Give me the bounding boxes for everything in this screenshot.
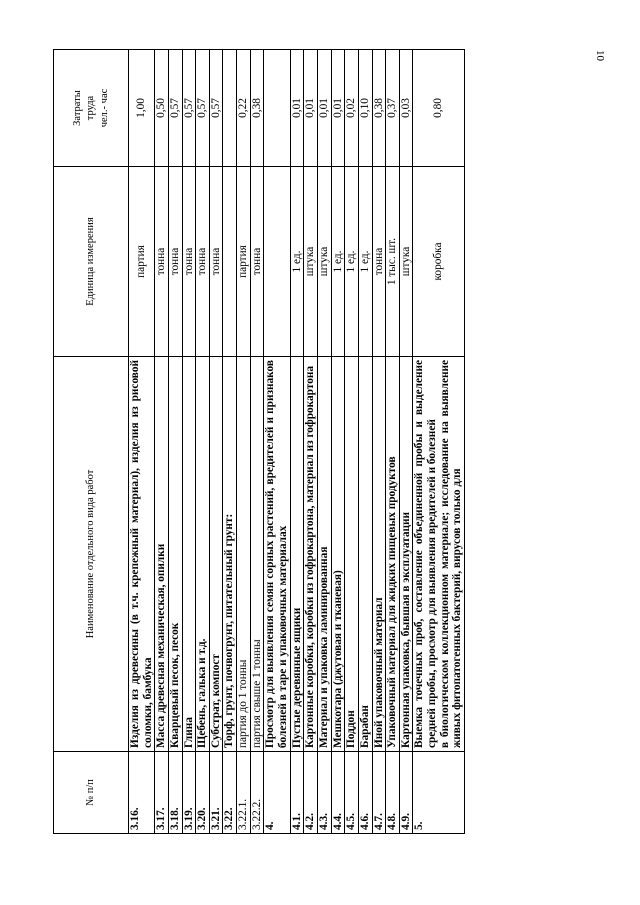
header-unit: Единица измерения	[54, 167, 129, 357]
row-cost: 0,22	[237, 50, 251, 167]
row-num: 4.5.	[345, 752, 359, 834]
row-num: 3.20.	[196, 752, 210, 834]
row-unit: штука	[317, 167, 331, 357]
row-unit: тонна	[209, 167, 223, 357]
row-name: Торф, грунт, почвогрунт, питательный грунт:	[223, 357, 237, 752]
table-row	[290, 50, 304, 834]
row-cost: 0,01	[304, 50, 318, 167]
row-num: 3.17.	[155, 752, 169, 834]
header-cost-line1: Затраты	[72, 90, 84, 126]
row-name: Выемка точечных проб, составление объединенной пробы и выделение средней пробы, просмотр для выявления вредителей и болезней	[413, 357, 439, 752]
table-row	[129, 50, 155, 834]
row-name: партия до 1 тонны	[237, 357, 251, 752]
table-row	[386, 50, 400, 834]
row-name: Щебень, галька и т.д.	[196, 357, 210, 752]
row-name: Барабан	[358, 357, 372, 752]
row-num: 4.9.	[399, 752, 413, 834]
table-row	[196, 50, 210, 834]
row-num: 3.22.2.	[250, 752, 264, 834]
table-row	[209, 50, 223, 834]
row-num: 4.8.	[386, 752, 400, 834]
row-cost: 0,57	[209, 50, 223, 167]
header-cost-line3: чел.- час	[98, 88, 110, 128]
row-name: Картонные коробки, коробки из гофрокартона, материал из гофрокартона	[304, 357, 318, 752]
row-name: Иной упаковочный материал	[372, 357, 386, 752]
row-cost	[264, 50, 290, 167]
row-cost: 0,01	[290, 50, 304, 167]
row-unit: тонна	[155, 167, 169, 357]
row-num: 3.18.	[168, 752, 182, 834]
table-row	[237, 50, 251, 834]
row-name: Просмотр для выявления семян сорных растений, вредителей и признаков болезней в таре и упаковочных материалах	[264, 357, 290, 752]
row-num: 4.	[264, 752, 290, 834]
row-num: 4.7.	[372, 752, 386, 834]
row-name: Пустые деревянные ящики	[290, 357, 304, 752]
row-unit: партия	[237, 167, 251, 357]
row-num: 4.4.	[331, 752, 345, 834]
table-row	[264, 50, 290, 834]
row-name: Изделия из древесины (в т.ч. крепежный материал), изделия из рисовой соломки, бамбука	[129, 357, 155, 752]
row-cost: 0,37	[386, 50, 400, 167]
row-cost: 0,38	[250, 50, 264, 167]
row-num: 4.3.	[317, 752, 331, 834]
row-cost: 0,57	[182, 50, 196, 167]
table-row	[345, 50, 359, 834]
row-name: Глина	[182, 357, 196, 752]
row-num: 3.19.	[182, 752, 196, 834]
row-unit: партия	[129, 167, 155, 357]
table-header-row	[54, 50, 129, 834]
row-cost: 0,02	[345, 50, 359, 167]
row-unit: 1 ед.	[331, 167, 345, 357]
table-row	[413, 50, 439, 834]
row-unit: 1 ед.	[345, 167, 359, 357]
row-num: 4.2.	[304, 752, 318, 834]
table-row	[372, 50, 386, 834]
row-cost: 0,10	[358, 50, 372, 167]
page-number: 10	[594, 50, 606, 61]
row-unit: тонна	[182, 167, 196, 357]
row-cost: 0,38	[372, 50, 386, 167]
row-unit: 1 ед.	[358, 167, 372, 357]
table-row	[182, 50, 196, 834]
table-row	[223, 50, 237, 834]
row-name-continuation: в биологическом коллекционном материале; исследование на выявление живых фитопатогенных бактерий, вирусов только для	[439, 357, 465, 752]
row-unit: штука	[399, 167, 413, 357]
table-row	[168, 50, 182, 834]
row-cost: 0,03	[399, 50, 413, 167]
row-cost: 0,57	[168, 50, 182, 167]
row-cost: 0,50	[155, 50, 169, 167]
table-row	[304, 50, 318, 834]
table-row	[155, 50, 169, 834]
header-num: № п/п	[54, 752, 129, 834]
row-cost: 0,80	[413, 50, 465, 167]
row-unit: тонна	[196, 167, 210, 357]
row-name: партия свыше 1 тонны	[250, 357, 264, 752]
header-cost-line2: труда	[85, 95, 97, 121]
header-cost	[54, 50, 129, 167]
row-num: 4.6.	[358, 752, 372, 834]
header-name: Наименование отдельного вида работ	[54, 357, 129, 752]
row-cost: 0,01	[317, 50, 331, 167]
row-num: 3.22.1.	[237, 752, 251, 834]
row-name: Картонная упаковка, бывшая в эксплуатации	[399, 357, 413, 752]
row-name: Мешкотара (джутовая и тканевая)	[331, 357, 345, 752]
row-unit: штука	[304, 167, 318, 357]
table-row	[250, 50, 264, 834]
table-row	[399, 50, 413, 834]
row-unit: 1 ед.	[290, 167, 304, 357]
table-row	[331, 50, 345, 834]
row-unit: 1 тыс. шт.	[386, 167, 400, 357]
row-num: 4.1.	[290, 752, 304, 834]
row-unit	[223, 167, 237, 357]
row-cost	[223, 50, 237, 167]
row-unit	[264, 167, 290, 357]
row-num: 5.	[413, 752, 465, 834]
row-cost: 0,01	[331, 50, 345, 167]
row-unit: коробка	[413, 167, 465, 357]
row-cost: 1,00	[129, 50, 155, 167]
row-unit: тонна	[250, 167, 264, 357]
row-name: Субстрат, компост	[209, 357, 223, 752]
row-name: Упаковочный материал для жидких пищевых продуктов	[386, 357, 400, 752]
row-num: 3.22.	[223, 752, 237, 834]
row-name: Масса древесная механическая, опилки	[155, 357, 169, 752]
row-name: Материал и упаковка ламинированная	[317, 357, 331, 752]
row-num: 3.16.	[129, 752, 155, 834]
row-unit: тонна	[168, 167, 182, 357]
labor-costs-table	[53, 49, 465, 834]
row-unit: тонна	[372, 167, 386, 357]
table-row	[317, 50, 331, 834]
table-row	[358, 50, 372, 834]
row-name: Поддон	[345, 357, 359, 752]
row-cost: 0,57	[196, 50, 210, 167]
row-name: Кварцевый песок, песок	[168, 357, 182, 752]
row-num: 3.21.	[209, 752, 223, 834]
rotated-table-container	[53, 50, 578, 834]
